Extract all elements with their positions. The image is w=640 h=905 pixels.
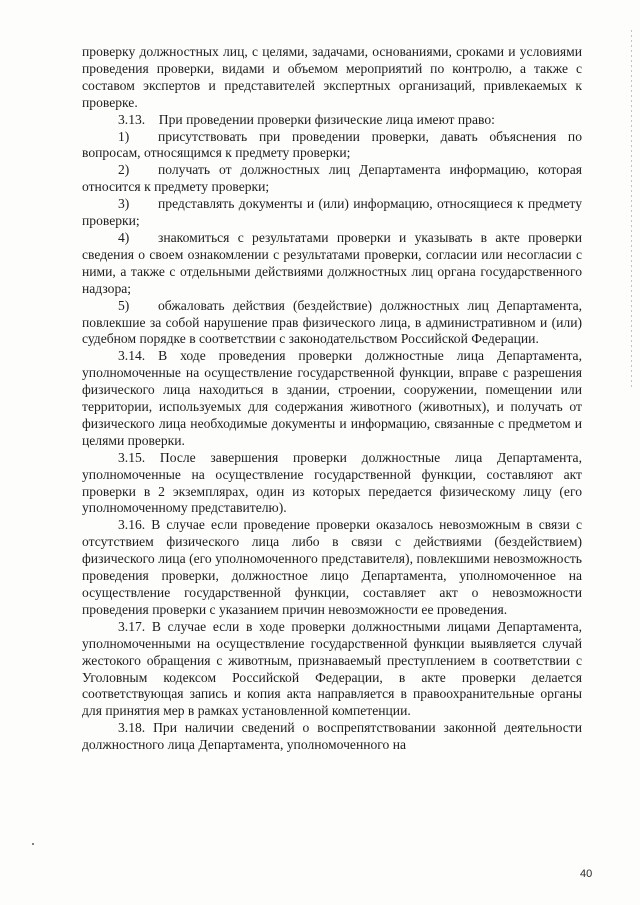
list-item-5	[82, 298, 582, 349]
list-item-text: получать от должностных лиц Департамента информацию, которая относится к предмету проверки;	[82, 162, 582, 195]
section-3-13: 3.13. При проведении проверки физические лица имеют право:	[118, 111, 495, 127]
list-item-2	[82, 162, 582, 196]
list-item-number: 2)	[118, 162, 130, 178]
section-3-18: 3.18. При наличии сведений о воспрепятствовании законной деятельности должностного лица Департамента, уполномоченного на	[82, 720, 582, 753]
scan-speck-artifact	[32, 843, 34, 845]
page-number: 40	[580, 868, 593, 880]
list-item-number: 4)	[118, 229, 130, 245]
list-item-1	[82, 129, 582, 163]
list-item-text: знакомиться с результатами проверки и указывать в акте проверки сведения о своем ознакомлении с результатами проверки, согласии или несогласии с ними, а также с отдельными действиями должностных лиц органа государственного надзора;	[82, 229, 582, 296]
document-body	[82, 44, 582, 754]
section-3-14: 3.14. В ходе проведения проверки должностные лица Департамента, уполномоченные на осуществление государственной функции, вправе с разрешения физического лица находиться в здании, строении, сооружении, помещении или территории, используемых для содержания животного (животных), и получать от физического лица необходимые документы и информацию, связанные с предметом и целями проверки.	[82, 348, 582, 448]
list-item-number: 5)	[118, 297, 130, 313]
paragraph-continuation: проверку должностных лиц, с целями, задачами, основаниями, сроками и условиями проведения проверки, видами и объемом мероприятий по контролю, а также с составом экспертов и представителей экспертных организаций, привлекаемых к проверке.	[82, 44, 582, 110]
list-item-number: 1)	[118, 128, 130, 144]
section-3-15: 3.15. После завершения проверки должностные лица Департамента, уполномоченные на осуществление государственной функции, составляют акт проверки в 2 экземплярах, один из которых передается физическому лицу (его уполномоченному представителю).	[82, 449, 582, 516]
list-item-4	[82, 230, 582, 298]
section-3-16: 3.16. В случае если проведение проверки оказалось невозможным в связи с отсутствием физического лица либо в связи с действиями (бездействием) физического лица (его уполномоченного представителя), повлекшими невозможность проведения проверки, должностное лицо Департамента, уполномоченное на осуществление государственной функции, составляет акт о невозможности проведения проверки с указанием причин невозможности ее проведения.	[82, 517, 582, 617]
section-3-17: 3.17. В случае если в ходе проверки должностными лицами Департамента, уполномоченными на осуществление государственной функции выявляется случай жестокого обращения с животным, признаваемый преступлением в соответствии с Уголовным кодексом Российской Федерации, в акте проверки делается соответствующая запись и копия акта направляется в правоохранительные органы для принятия мер в рамках установленной компетенции.	[82, 618, 582, 719]
scan-edge-artifact	[631, 30, 632, 390]
list-item-text: представлять документы и (или) информацию, относящиеся к предмету проверки;	[82, 196, 582, 229]
list-item-text: присутствовать при проведении проверки, давать объяснения по вопросам, относящимся к предмету проверки;	[82, 128, 582, 161]
list-item-number: 3)	[118, 196, 130, 212]
list-item-text: обжаловать действия (бездействие) должностных лиц Департамента, повлекшие за собой нарушение прав физического лица, в административном и (или) судебном порядке в соответствии с законодательством Российской Федерации.	[82, 297, 582, 347]
list-item-3	[82, 196, 582, 230]
